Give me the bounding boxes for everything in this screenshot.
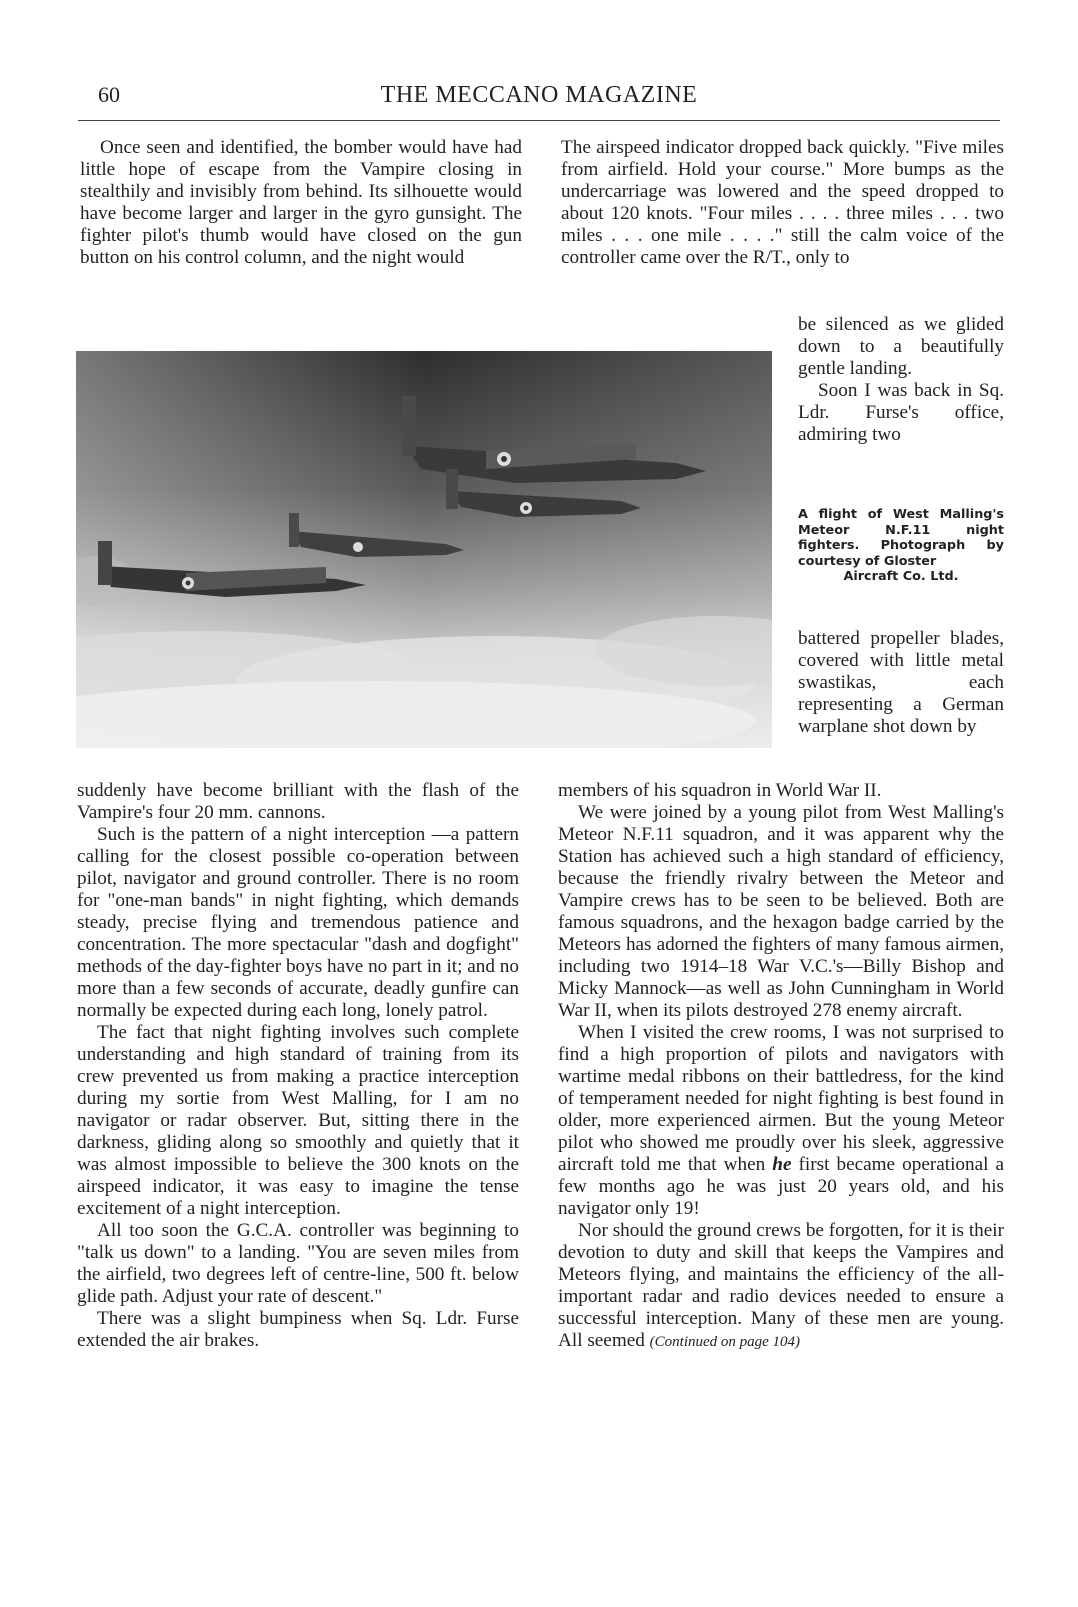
right-column-beside-photo [798, 314, 1004, 446]
left-column-top [80, 137, 522, 269]
caption-last-line: Aircraft Co. Ltd. [843, 569, 959, 584]
paragraph: We were joined by a young pilot from West Malling's Meteor N.F.11 squadron, and it was apparent why the Station has achieved such a high standard of efficiency, because the friendly rivalry between the Meteor and Vampire crews has to be seen to be believed. Both are famous squadrons, and the hexagon badge carried by the Meteors has adorned the fighters of many famous airmen, including two 1914–18 War V.C.'s—Billy Bishop and Micky Mannock—as well as John Cunningham in World War II, when its pilots destroyed 278 enemy aircraft. [558, 802, 1004, 1021]
meteor-formation-photo [76, 351, 772, 748]
paragraph: All too soon the G.C.A. controller was beginning to "talk us down" to a landing. "You are seven miles from the airfield, two degrees left of centre-line, 500 ft. below glide path. Adjust your rate of descent." [77, 1220, 519, 1307]
paragraph: Such is the pattern of a night interception —a pattern calling for the closest possible co-operation between pilot, navigator and ground controller. There is no room for "one-man bands" in night fighting, which demands steady, precise flying and tremendous patience and concentration. The more spectacular "dash and dogfight" methods of the day-fighter boys have no part in it; and no more than a few seconds of accurate, deadly gunfire can normally be expected during each long, lonely patrol. [77, 824, 519, 1021]
paragraph-continued: suddenly have become brilliant with the flash of the Vampire's four 20 mm. cannons. [77, 780, 519, 823]
header-rule [78, 120, 1000, 121]
paragraph-continued: battered propeller blades, covered with little metal swastikas, each representing a German warplane shot down by [798, 628, 1004, 737]
continued-note: (Continued on page 104) [649, 1334, 801, 1350]
right-column-bottom [558, 780, 1004, 1353]
paragraph-text: Nor should the ground crews be forgotten, for it is their devotion to duty and skill that keeps the Vampires and Meteors flying, and maintains the efficiency of the all-important radar and radio devices needed to ensure a successful interception. Many of these men are young. All seemed [558, 1220, 1004, 1351]
paragraph: Once seen and identified, the bomber would have had little hope of escape from the Vampire closing in stealthily and invisibly from behind. Its silhouette would have become larger and larger in the gyro gunsight. The fighter pilot's thumb would have closed on the gun button on his control column, and the night would [80, 137, 522, 268]
photo-caption [798, 507, 1004, 585]
right-column-top [561, 137, 1004, 269]
caption-text: A flight of West Malling's Meteor N.F.11 night fighters. Photograph by courtesy of Gloster [798, 507, 1004, 569]
photo-image [76, 351, 772, 748]
paragraph [558, 1022, 1004, 1220]
paragraph: The airspeed indicator dropped back quickly. "Five miles from airfield. Hold your course." More bumps as the undercarriage was lowered and the speed dropped to about 120 knots. "Four miles . . . . three miles . . . two miles . . . one mile . . . ." still the calm voice of the controller came over the R/T., only to [561, 137, 1004, 268]
paragraph: The fact that night fighting involves such complete understanding and high standard of training from its crew prevented us from making a practice interception during my sortie from West Malling, for I am no navigator or radar observer. But, sitting there in the darkness, gliding along so smoothly and quietly that it was almost impossible to believe the 300 knots on the airspeed indicator, it was easy to imagine the tense excitement of a night interception. [77, 1022, 519, 1219]
magazine-title: THE MECCANO MAGAZINE [380, 82, 698, 108]
paragraph [558, 1220, 1004, 1353]
paragraph: Soon I was back in Sq. Ldr. Furse's office, admiring two [798, 380, 1004, 445]
paragraph-continued: members of his squadron in World War II. [558, 780, 882, 801]
left-column-bottom [77, 780, 519, 1352]
paragraph-text: When I visited the crew rooms, I was not surprised to find a high proportion of pilots and navigators with wartime medal ribbons on their battledress, for the kind of temperament needed for night fighting is best found in older, more experienced airmen. But the young Meteor pilot who showed me proudly over his sleek, aggressive aircraft told me that when [558, 1022, 1004, 1175]
paragraph-text-end: first became operational a few months ago he was just 20 years old, and his navigator only 19! [558, 1154, 1005, 1219]
page-number: 60 [98, 82, 120, 107]
paragraph: There was a slight bumpiness when Sq. Ldr. Furse extended the air brakes. [77, 1308, 519, 1351]
page-header [78, 78, 1000, 114]
paragraph-continued: be silenced as we glided down to a beautifully gentle landing. [798, 314, 1004, 379]
right-column-after-caption [798, 628, 1004, 738]
emphasis-he: he [772, 1154, 792, 1175]
